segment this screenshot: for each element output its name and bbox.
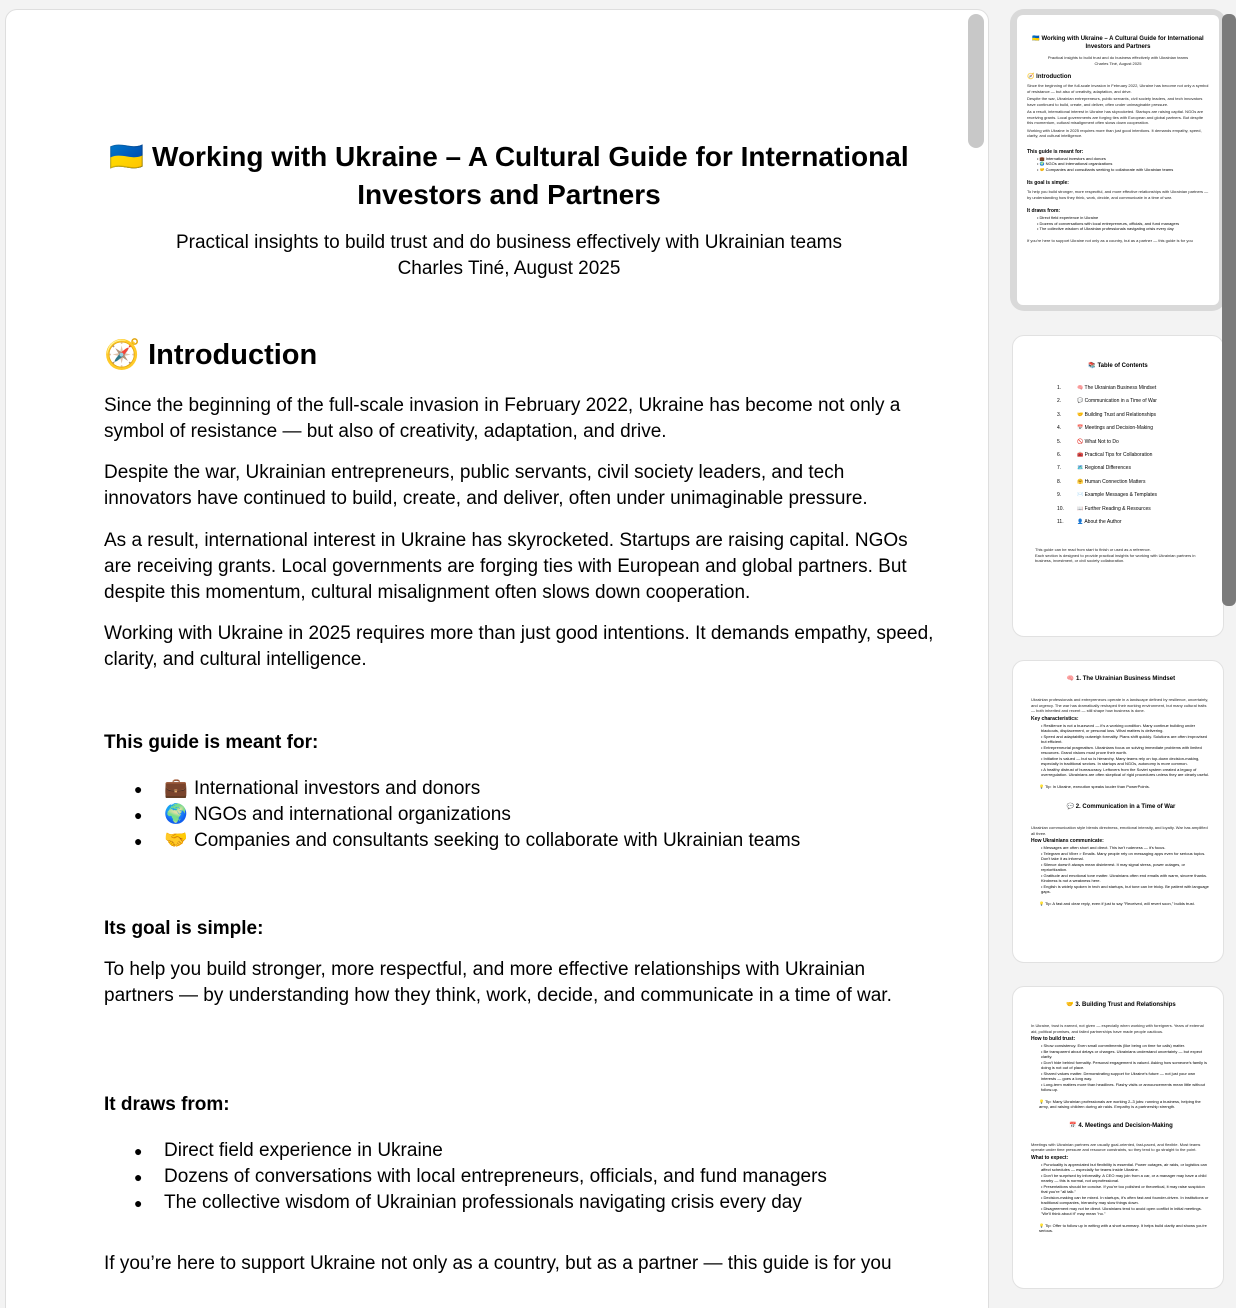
thumbnail-page-4[interactable]: 🤝 3. Building Trust and Relationships In Ukraine, trust is earned, not given — especially when working with foreigners. Years of external aid, political promises, and failed partnerships have made people cautious. How to build trust: • Show consistency. Even small commitments (like being on time for calls) matter. • Be transparent about delays or changes. Ukrainians understand uncertainty — but expect clarity. • Don't hide behind formality. Personal engagement is valued. Asking how someone's family is doing is not out of place. • Shared values matter. Demonstrating support for Ukraine's future — not just your own interests — goes a long way. • Long-term matters more than headlines. Flashy visits or announcements mean little without follow-up. 💡 Tip: Many Ukrainian professionals are working 2–3 jobs: running a business, helping the army, and raising children during air raids. Empathy is a partnership strength. 📅 4. Meetings and Decision-Making Meetings with Ukrainian partners are usually goal-oriented, fast-paced, and flexible. Most teams operate under time pressure and resource constraints, so they tend to go straight to the point. What to expect: • Punctuality is appreciated but flexibility is essential. Power outages, air raids, or logistics can affect schedules — especially for teams inside Ukraine. • Don't be surprised by informality. A CEO may join from a car, or a manager may have a child nearby — this is normal, not unprofessional. • Presentations should be concise. If you're too polished or theoretical, it may raise suspicion that you're "all talk." • Decision-making can be mixed. In startups, it's often fast and founder-driven. In institutions or traditional companies, hierarchy may slow things down. • Disagreement may not be direct. Ukrainians tend to avoid open conflict in initial meetings. "We'll think about it" may mean "no." 💡 Tip: Offer to follow up in writing with a short summary. It helps build clarity and shows you're serious. [1012, 986, 1224, 1289]
toc-list: 1. 🧠 The Ukrainian Business Mindset 2. 💬 Communication in a Time of War 3. 🤝 Building Trust and Relationships 4. 📅 Meetings and Decision-Making 5. 🚫 What Not to Do 6. 🧰 Practical Tips for Collaboration 7. 🗺️ Regional Differences 8. 🤗 Human Connection Matters 9. ✉️ Example Messages & Templates 10. 📖 Further Reading & Resources 11. 👤 About the Author [1057, 385, 1158, 526]
subtitle-block [98, 230, 920, 282]
intro-heading [104, 336, 317, 374]
list-item: ● 🤝 Companies and consultants seeking to collaborate with Ukrainian teams [134, 828, 800, 854]
title-text: Working with Ukraine – A Cultural Guide for International Investors and Partners [152, 141, 909, 210]
draws-from-heading: It draws from: [104, 1094, 230, 1115]
closing-paragraph: If you’re here to support Ukraine not only as a country, but as a partner — this guide is for you [104, 1253, 892, 1274]
list-item: ● The collective wisdom of Ukrainian professionals navigating crisis every day [134, 1192, 802, 1213]
thumbnail-page-1[interactable]: 🇺🇦 Working with Ukraine – A Cultural Guide for International Investors and Partners Practical insights to build trust and do business effectively with Ukrainian teams Charles Tiné, August 2025 🧭 Introduction Since the beginning of the full-scale invasion in February 2022, Ukraine has become not only a symbol of resistance — but also of creativity, adaptation, and drive. Despite the war, Ukrainian entrepreneurs, public servants, civil society leaders, and tech innovators have continued to build, create, and deliver, often under unimaginable pressure. As a result, international interest in Ukraine has skyrocketed. Startups are raising capital. NGOs are receiving grants. Local governments are forging ties with European and global partners. But despite this momentum, cultural misalignment often slows down cooperation. Working with Ukraine in 2025 requires more than just good intentions. It demands empathy, speed, clarity, and cultural intelligence. This guide is meant for: • 💼 International investors and donors • 🌍 NGOs and international organizations • 🤝 Companies and consultants seeking to collaborate with Ukrainian teams Its goal is simple: To help you build stronger, more respectful, and more effective relationships with Ukrainian partners — by understanding how they think, work, decide, and communicate in a time of war. It draws from: • Direct field experience in Ukraine • Dozens of conversations with local entrepreneurs, officials, and fund managers • The collective wisdom of Ukrainian professionals navigating crisis every day If you’re here to support Ukraine not only as a country, but as a partner — this guide is for you [1017, 15, 1219, 305]
list-item: ● 💼 International investors and donors [134, 776, 800, 802]
page-title [98, 138, 920, 214]
intro-paragraph: Working with Ukraine in 2025 requires more than just good intentions. It demands empathy, speed, clarity, and cultural intelligence. [104, 623, 934, 670]
intro-paragraph: As a result, international interest in Ukraine has skyrocketed. Startups are raising capital. NGOs are receiving grants. Local governments are forging ties with European and global partners. But despite this momentum, cultural misalignment often slows down cooperation. [104, 530, 908, 603]
list-item: ● Direct field experience in Ukraine [134, 1140, 443, 1161]
compass-icon: 🧭 [104, 339, 141, 371]
sidebar-scrollbar[interactable] [1222, 14, 1236, 606]
document-viewer [5, 9, 989, 1308]
intro-heading-text: Introduction [148, 339, 318, 371]
byline: Charles Tiné, August 2025 [397, 258, 621, 279]
globe-icon: 🌍 [164, 804, 188, 825]
briefcase-icon: 💼 [164, 778, 188, 799]
thumbnail-page-3[interactable]: 🧠 1. The Ukrainian Business Mindset Ukrainian professionals and entrepreneurs operate in a landscape defined by resilience, uncertainty, and urgency. The war has dramatically reshaped their working environment, but many cultural traits — both inherited and recent — still shape how business is done. Key characteristics: • Resilience is not a buzzword — it's a working condition. Many continue building under blackouts, displacement, or personal loss. What matters is delivering. • Speed and adaptability outweigh formality. Plans shift quickly. Solutions are often improvised but efficient. • Entrepreneurial pragmatism. Ukrainians focus on solving immediate problems with limited resources. Grand visions must prove their worth. • Initiative is valued — but so is hierarchy. Many teams rely on top-down decision-making, especially in traditional sectors. In startups and NGOs, autonomy is more common. • A healthy distrust of bureaucracy. Leftovers from the Soviet system created a legacy of overregulation. Ukrainians are often skeptical of rigid procedures unless they are clearly useful. 💡 Tip: In Ukraine, execution speaks louder than PowerPoints. 💬 2. Communication in a Time of War Ukrainian communication style blends directness, emotional intensity, and loyalty. War has amplified all three. How Ukrainians communicate: • Messages are often short and direct. This isn't rudeness — it's focus. • Telegram and Viber > Emails. Many people rely on messaging apps even for serious topics. Don't take it as informal. • Silence doesn't always mean disinterest. It may signal stress, power outages, or reprioritization. • Gratitude and emotional tone matter. Ukrainians often end emails with warm, sincere thanks. Kindness is not a weakness here. • English is widely spoken in tech and startups, but tone can be tricky. Be patient with language gaps. 💡 Tip: A fast and clear reply, even if just to say "Received, will revert soon," builds trust. [1012, 660, 1224, 963]
subtitle: Practical insights to build trust and do business effectively with Ukrainian teams [175, 232, 843, 253]
toc-note: This guide can be read from start to finish or used as a reference. Each section is designed to provide practical insights for working with Ukrainian partners in business, investment, or civil society collaboration. [1035, 547, 1196, 564]
ukraine-flag-icon: 🇺🇦 [109, 141, 145, 172]
intro-paragraph: Since the beginning of the full-scale invasion in February 2022, Ukraine has become not only a symbol of resistance — but also of creativity, adaptation, and drive. [104, 395, 901, 442]
intro-paragraph: Despite the war, Ukrainian entrepreneurs, public servants, civil society leaders, and tech innovators have continued to build, create, and deliver, often under unimaginable pressure. [104, 462, 868, 509]
handshake-icon: 🤝 [164, 830, 188, 851]
thumbnail-page-2[interactable]: 📚 Table of Contents 1. 🧠 The Ukrainian Business Mindset 2. 💬 Communication in a Time of War 3. 🤝 Building Trust and Relationships 4. 📅 Meetings and Decision-Making 5. 🚫 What Not to Do 6. 🧰 Practical Tips for Collaboration 7. 🗺️ Regional Differences 8. 🤗 Human Connection Matters 9. ✉️ Example Messages & Templates 10. 📖 Further Reading & Resources 11. 👤 About the Author This guide can be read from start to finish or used as a reference. Each section is designed to provide practical insights for working with Ukrainian partners in business, investment, or civil society collaboration. [1012, 335, 1224, 637]
list-item: ● Dozens of conversations with local entrepreneurs, officials, and fund managers [134, 1166, 827, 1187]
main-scrollbar[interactable] [968, 14, 984, 148]
meant-for-heading: This guide is meant for: [104, 732, 319, 753]
goal-paragraph: To help you build stronger, more respectful, and more effective relationships with Ukrainian partners — by understanding how they think, work, decide, and communicate in a time of war. [104, 959, 892, 1006]
list-item: ● 🌍 NGOs and international organizations [134, 802, 800, 828]
draws-from-list [134, 1138, 827, 1216]
goal-heading: Its goal is simple: [104, 918, 264, 939]
meant-for-list [134, 776, 800, 854]
